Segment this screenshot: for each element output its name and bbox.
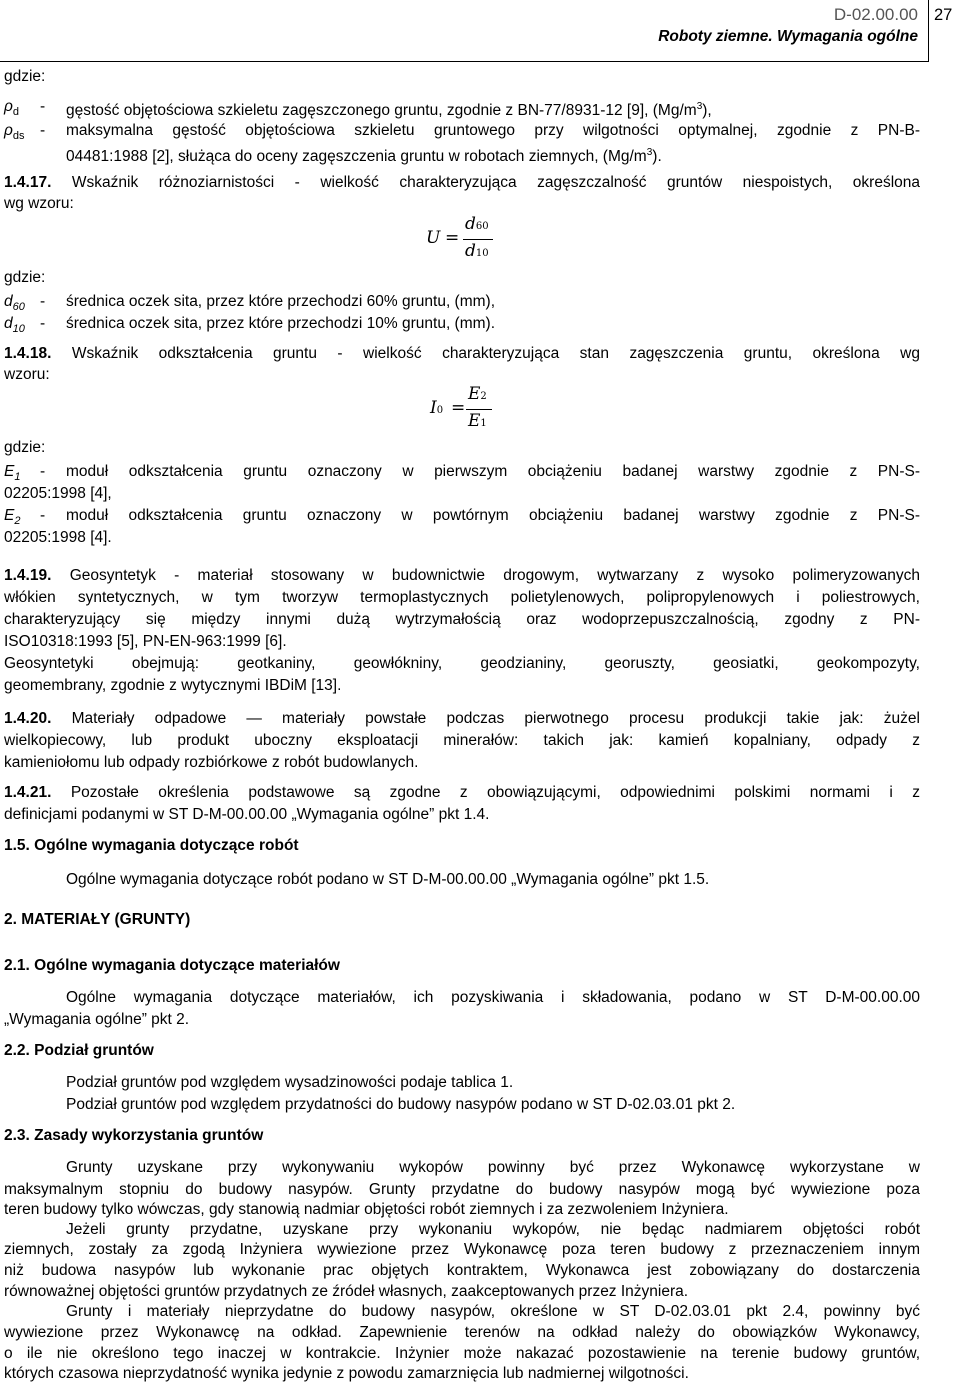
s23-p3-line3: o ile nie określono tego inaczej w kontrakcie. Inżynier może nakazać pozostawienie na terenie budowy gruntów,	[4, 1345, 920, 1362]
s23-p2-line3: niż budowa nasypów lub wykonanie prac objętych kontraktem, Wykonawca jest zobowiązany do dostarczenia	[4, 1262, 920, 1279]
s1420-text: Materiały odpadowe — materiały powstałe podczas pierwotnego procesu produkcji takie jak: żużel	[71, 710, 920, 727]
s1418-number: 1.4.18.	[4, 345, 52, 362]
s21-heading: 2.1. Ogólne wymagania dotyczące materiałów	[4, 957, 340, 974]
page-number: 27	[934, 6, 953, 24]
gdzie-label-1: gdzie:	[4, 68, 46, 85]
d10-var: d	[4, 315, 13, 332]
e1-sub: 1	[14, 471, 21, 484]
s15-heading: 1.5. Ogólne wymagania dotyczące robót	[4, 837, 299, 854]
formula-u-den-sub: 10	[475, 248, 489, 259]
formula-i0-num-var: E	[468, 384, 481, 404]
s1417-text: Wskaźnik różnoziarnistości - wielkość charakteryzująca zagęszczalność gruntów niespoistych, określona	[71, 174, 920, 191]
formula-i0-den-var: E	[468, 411, 481, 431]
definition-dash: -	[40, 507, 46, 524]
rho-ds-end: ).	[652, 148, 662, 166]
formula-i0	[430, 384, 510, 436]
definition-dash: -	[40, 98, 46, 115]
s23-p1-line3: teren budowy tylko wówczas, gdy stanowią nadmiar objętości robót ziemnych i za zezwoleniem Inżyniera.	[4, 1201, 729, 1218]
s1421-text: Pozostałe określenia podstawowe są zgodne z obowiązującymi, odpowiednimi polskimi normami i z	[70, 784, 920, 801]
header-divider-horizontal	[0, 61, 928, 62]
rho-ds-symbol	[4, 121, 25, 146]
formula-i0-lhs	[430, 398, 443, 418]
s1419-line4: ISO10318:1993 [5], PN-EN-963:1999 [6].	[4, 633, 287, 650]
d10-symbol	[4, 314, 25, 339]
e1-definition-line2: 02205:1998 [4],	[4, 485, 112, 502]
s23-p1-line2: maksymalnym stopniu do budowy nasypów. Grunty przydatne do budowy nasypów mogą być wywiezione poza	[4, 1181, 920, 1198]
s1419-line2: włókien syntetycznych, w tym tworzyw termoplastycznych polietylenowych, polipropylenowych i poliestrowych,	[4, 589, 920, 606]
s1420-line2: wielkopiecowy, lub produkt uboczny eksploatacji minerałów: takich jak: kamień kopalniany, odpady z	[4, 732, 920, 749]
document-subtitle: Roboty ziemne. Wymagania ogólne	[658, 28, 918, 45]
formula-i0-equals: =	[451, 398, 466, 418]
s23-p2-line4: równoważnej objętości gruntów przydatnych ze źródeł własnych, zaakceptowanych przez Inżyniera.	[4, 1283, 689, 1300]
formula-i0-var: I	[430, 398, 437, 418]
fraction-bar	[466, 409, 492, 410]
formula-u	[426, 214, 506, 266]
s22-heading: 2.2. Podział gruntów	[4, 1042, 154, 1059]
s1420-number: 1.4.20.	[4, 710, 52, 727]
rho-ds-text: 04481:1988 [2], służąca do oceny zagęszczenia gruntu w robotach ziemnych, (Mg/m	[66, 148, 647, 166]
definition-dash: -	[40, 463, 46, 480]
s1418-line2: wzoru:	[4, 366, 50, 383]
formula-u-equals: =	[445, 228, 460, 248]
definition-dash: -	[40, 315, 46, 332]
s21-line2: „Wymagania ogólne” pkt 2.	[4, 1011, 190, 1028]
s23-p1-line1: Grunty uzyskane przy wykonywaniu wykopów powinny być przez Wykonawcę wykorzystane w	[66, 1159, 920, 1176]
s1419-text: Geosyntetyk - materiał stosowany w budownictwie drogowym, wytwarzany z wysoko polimeryzowanych	[69, 567, 921, 584]
s15-text: Ogólne wymagania dotyczące robót podano w ST D-M-00.00.00 „Wymagania ogólne” pkt 1.5.	[66, 871, 710, 888]
s1421-number: 1.4.21.	[4, 784, 52, 801]
s2-heading: 2. MATERIAŁY (GRUNTY)	[4, 911, 191, 928]
definition-dash: -	[40, 122, 46, 139]
superscript-3: 3	[696, 101, 703, 112]
rho-glyph: ρ	[4, 122, 13, 139]
s1421-line2: definicjami podanymi w ST D-M-00.00.00 „Wymagania ogólne” pkt 1.4.	[4, 806, 490, 823]
s1418-line1	[4, 344, 920, 364]
formula-u-num-var: d	[465, 214, 476, 234]
e1-var: E	[4, 463, 15, 480]
s23-heading: 2.3. Zasady wykorzystania gruntów	[4, 1127, 264, 1144]
rho-d-subscript: d	[12, 106, 20, 119]
s23-p2-line1: Jeżeli grunty przydatne, uzyskane przy wykonaniu wykopów, nie będąc nadmiarem objętości robót	[66, 1221, 920, 1238]
rho-glyph: ρ	[4, 98, 13, 115]
page-header	[0, 0, 960, 62]
formula-i0-denominator	[468, 411, 487, 431]
formula-i0-numerator	[468, 384, 487, 404]
s22-line2: Podział gruntów pod względem przydatności do budowy nasypów podano w ST D-02.03.01 pkt 2.	[66, 1096, 736, 1113]
s1421-line1	[4, 783, 920, 803]
s1417-line2: wg wzoru:	[4, 195, 74, 212]
e2-var: E	[4, 507, 15, 524]
gdzie-label-2: gdzie:	[4, 269, 46, 286]
s1419-line5: Geosyntetyki obejmują: geotkaniny, geowłókniny, geodzianiny, georuszty, geosiatki, geokompozyty,	[4, 655, 920, 672]
s1419-number: 1.4.19.	[4, 567, 52, 584]
formula-u-denominator	[465, 241, 489, 261]
formula-i0-sub: 0	[436, 405, 444, 416]
s23-p3-line1: Grunty i materiały nieprzydatne do budowy nasypów, określone w ST D-02.03.01 pkt 2.4, powinny być	[66, 1303, 920, 1320]
rho-ds-definition-line2	[66, 143, 662, 167]
e2-definition-line1: moduł odkształcenia gruntu oznaczony w powtórnym obciążeniu badanej warstwy zgodnie z PN-S-	[66, 507, 920, 524]
header-divider-vertical	[928, 0, 929, 62]
d60-definition: średnica oczek sita, przez które przechodzi 60% gruntu, (mm),	[66, 293, 496, 310]
e1-definition-line1: moduł odkształcenia gruntu oznaczony w pierwszym obciążeniu badanej warstwy zgodnie z PN-S-	[66, 463, 920, 480]
s1420-line3: kamieniołomu lub odpady rozbiórkowe z robót budowlanych.	[4, 754, 419, 771]
s22-line1: Podział gruntów pod względem wysadzinowości podaje tablica 1.	[66, 1074, 514, 1091]
s1417-line1	[4, 173, 920, 193]
e2-sub: 2	[14, 515, 21, 528]
d10-sub: 10	[12, 323, 25, 336]
formula-u-num-sub: 60	[475, 221, 489, 232]
gdzie-label-3: gdzie:	[4, 439, 46, 456]
formula-u-lhs: U	[426, 228, 441, 248]
superscript-3: 3	[646, 147, 653, 158]
fraction-bar	[463, 239, 493, 240]
rho-d-end: ),	[702, 102, 712, 120]
definition-dash: -	[40, 293, 46, 310]
formula-i0-den-sub: 1	[480, 418, 487, 429]
d60-sub: 60	[12, 301, 25, 314]
s23-p3-line4: których czasowa nieprzydatność wynika jedynie z powodu zamarznięcia lub nadmiernej wilgotności.	[4, 1365, 689, 1382]
rho-d-symbol	[4, 97, 19, 122]
e2-definition-line2: 02205:1998 [4].	[4, 529, 112, 546]
rho-ds-definition-line1: maksymalna gęstość objętościowa szkieletu gruntowego przy wilgotności optymalnej, zgodnie z PN-B-	[66, 122, 920, 139]
d60-var: d	[4, 293, 13, 310]
s23-p2-line2: ziemnych, zostały za zgodą Inżyniera wywiezione przez Wykonawcę poza teren budowy z przeznaczeniem innym	[4, 1241, 920, 1258]
s1417-number: 1.4.17.	[4, 174, 52, 191]
formula-i0-num-sub: 2	[480, 391, 487, 402]
s1419-line1	[4, 566, 920, 586]
formula-u-numerator	[465, 214, 489, 234]
s21-line1: Ogólne wymagania dotyczące materiałów, ich pozyskiwania i składowania, podano w ST D-M-00.00.00	[66, 989, 920, 1006]
rho-ds-subscript: ds	[12, 130, 25, 143]
rho-d-text: gęstość objętościowa szkieletu zagęszczonego gruntu, zgodnie z BN-77/8931-12 [9], (Mg/m	[66, 102, 697, 120]
s1419-line6: geomembrany, zgodnie z wytycznymi IBDiM [13].	[4, 677, 342, 694]
s1419-line3: charakteryzujący się między innymi dużą wytrzymałością oraz wodoprzepuszczalnością, zgodny z PN-	[4, 611, 920, 628]
s23-p3-line2: wywiezione przez Wykonawcę na odkład. Zapewnienie terenów na odkład należy do obowiązków Wykonawcy,	[4, 1324, 920, 1341]
s1420-line1	[4, 709, 920, 729]
d10-definition: średnica oczek sita, przez które przechodzi 10% gruntu, (mm).	[66, 315, 496, 332]
document-code: D-02.00.00	[833, 5, 918, 24]
formula-u-den-var: d	[465, 241, 476, 261]
rho-d-definition	[66, 97, 712, 121]
s1418-text: Wskaźnik odkształcenia gruntu - wielkość charakteryzująca stan zagęszczenia gruntu, określona wg	[71, 345, 920, 362]
